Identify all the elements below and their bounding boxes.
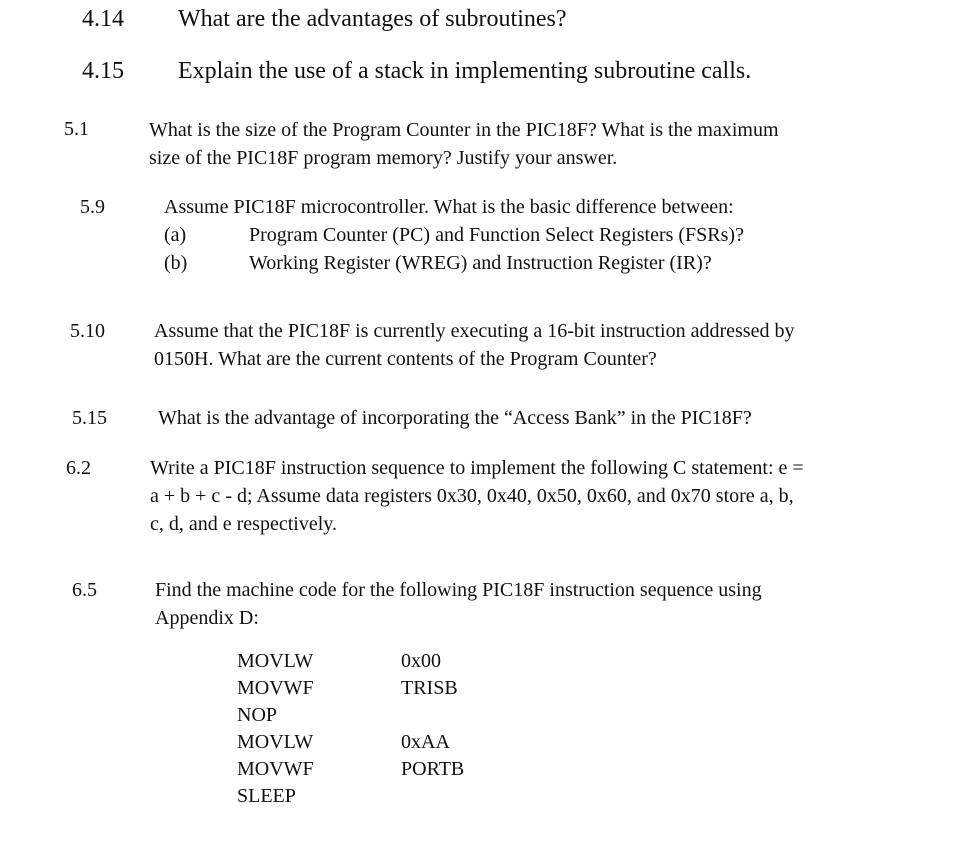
question-line: a + b + c - d; Assume data registers 0x30, 0x40, 0x50, 0x60, and 0x70 store a, b, — [150, 485, 794, 507]
item-label: (b) — [164, 252, 188, 274]
question-number: 4.15 — [82, 58, 124, 84]
code-listing-opcodes — [237, 648, 314, 810]
code-operand — [401, 783, 464, 810]
code-operand: 0x00 — [401, 650, 441, 672]
item-text: Program Counter (PC) and Function Select Registers (FSRs)? — [249, 224, 744, 246]
question-text — [154, 317, 794, 373]
question-text — [150, 454, 804, 538]
question-line: size of the PIC18F program memory? Justify your answer. — [149, 147, 618, 169]
question-text: Explain the use of a stack in implementing subroutine calls. — [178, 58, 752, 84]
question-text: What are the advantages of subroutines? — [178, 6, 567, 32]
question-number: 6.5 — [72, 579, 97, 601]
question-line: What is the size of the Program Counter in the PIC18F? What is the maximum — [149, 119, 779, 141]
item-label: (a) — [164, 224, 187, 246]
question-line: Assume that the PIC18F is currently executing a 16-bit instruction addressed by — [154, 320, 795, 342]
code-opcode: NOP — [237, 704, 278, 726]
question-number: 6.2 — [66, 457, 91, 479]
question-line: Appendix D: — [155, 607, 259, 629]
question-text — [155, 576, 762, 632]
code-operand — [401, 702, 464, 729]
code-opcode: MOVLW — [237, 650, 314, 672]
question-text — [149, 116, 779, 172]
question-number: 4.14 — [82, 6, 124, 32]
code-operand: PORTB — [401, 758, 465, 780]
code-operand: 0xAA — [401, 731, 450, 753]
code-opcode: MOVLW — [237, 731, 314, 753]
code-listing-operands — [401, 648, 464, 810]
question-number: 5.9 — [80, 196, 105, 218]
question-line: 0150H. What are the current contents of the Program Counter? — [154, 348, 657, 370]
question-line: c, d, and e respectively. — [150, 513, 337, 535]
question-number: 5.10 — [70, 320, 105, 342]
question-text: Assume PIC18F microcontroller. What is the basic difference between: — [164, 196, 734, 218]
question-number: 5.15 — [72, 407, 107, 429]
code-opcode: SLEEP — [237, 785, 296, 807]
question-text: What is the advantage of incorporating the “Access Bank” in the PIC18F? — [158, 407, 752, 429]
question-line: Write a PIC18F instruction sequence to implement the following C statement: e = — [150, 457, 804, 479]
code-operand: TRISB — [401, 677, 458, 699]
item-text: Working Register (WREG) and Instruction Register (IR)? — [249, 252, 712, 274]
code-opcode: MOVWF — [237, 758, 314, 780]
question-line: Find the machine code for the following PIC18F instruction sequence using — [155, 579, 762, 601]
question-number: 5.1 — [64, 118, 89, 140]
code-opcode: MOVWF — [237, 677, 314, 699]
